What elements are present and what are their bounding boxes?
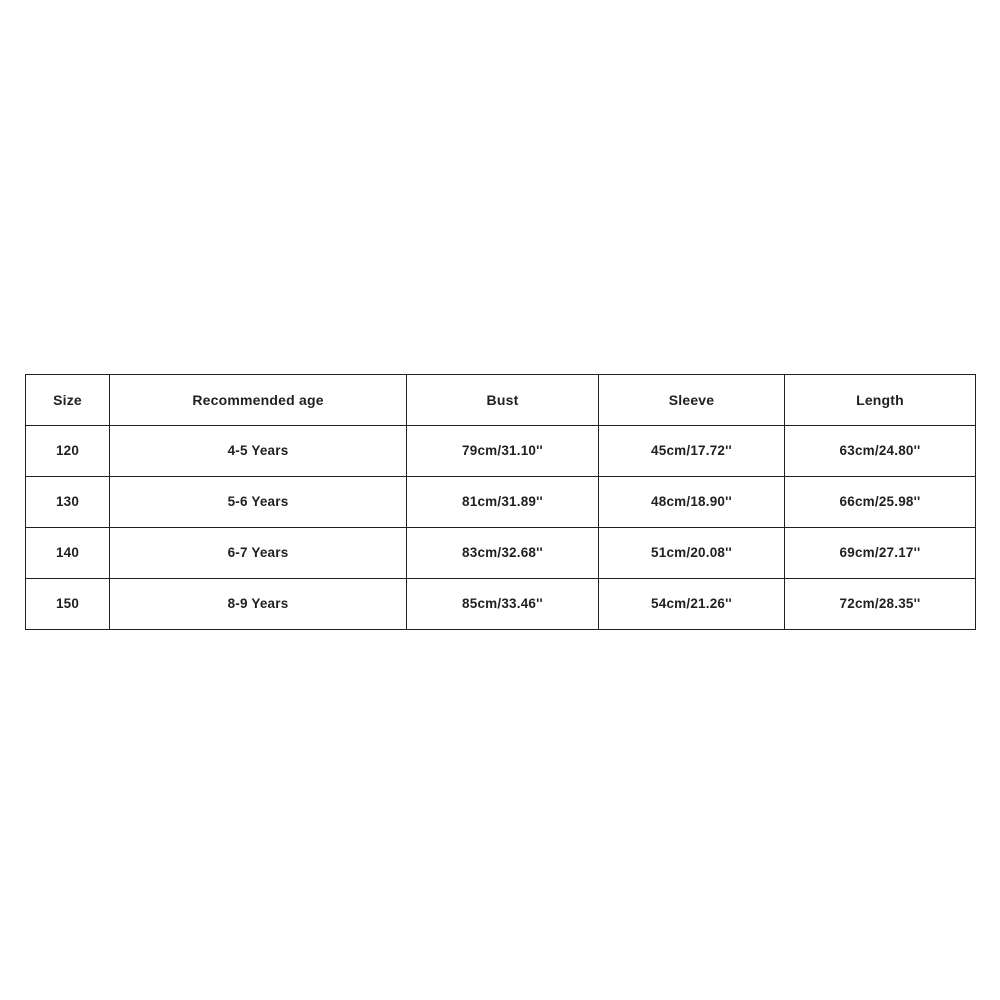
cell-age: 5-6 Years	[110, 477, 407, 528]
table-row	[26, 426, 976, 477]
cell-size: 130	[26, 477, 110, 528]
size-chart-table	[25, 374, 976, 630]
column-header-size: Size	[26, 375, 110, 426]
column-header-recommended-age: Recommended age	[110, 375, 407, 426]
cell-bust: 79cm/31.10''	[407, 426, 599, 477]
cell-sleeve: 48cm/18.90''	[599, 477, 785, 528]
column-header-length: Length	[785, 375, 976, 426]
table-header-row	[26, 375, 976, 426]
cell-size: 140	[26, 528, 110, 579]
cell-length: 66cm/25.98''	[785, 477, 976, 528]
cell-bust: 85cm/33.46''	[407, 579, 599, 630]
cell-length: 63cm/24.80''	[785, 426, 976, 477]
cell-sleeve: 45cm/17.72''	[599, 426, 785, 477]
cell-sleeve: 54cm/21.26''	[599, 579, 785, 630]
cell-length: 72cm/28.35''	[785, 579, 976, 630]
column-header-bust: Bust	[407, 375, 599, 426]
cell-age: 4-5 Years	[110, 426, 407, 477]
cell-age: 6-7 Years	[110, 528, 407, 579]
cell-length: 69cm/27.17''	[785, 528, 976, 579]
cell-size: 150	[26, 579, 110, 630]
column-header-sleeve: Sleeve	[599, 375, 785, 426]
table-row	[26, 477, 976, 528]
cell-age: 8-9 Years	[110, 579, 407, 630]
cell-bust: 81cm/31.89''	[407, 477, 599, 528]
size-chart-container	[25, 374, 975, 630]
table-row	[26, 579, 976, 630]
cell-sleeve: 51cm/20.08''	[599, 528, 785, 579]
cell-size: 120	[26, 426, 110, 477]
table-row	[26, 528, 976, 579]
cell-bust: 83cm/32.68''	[407, 528, 599, 579]
